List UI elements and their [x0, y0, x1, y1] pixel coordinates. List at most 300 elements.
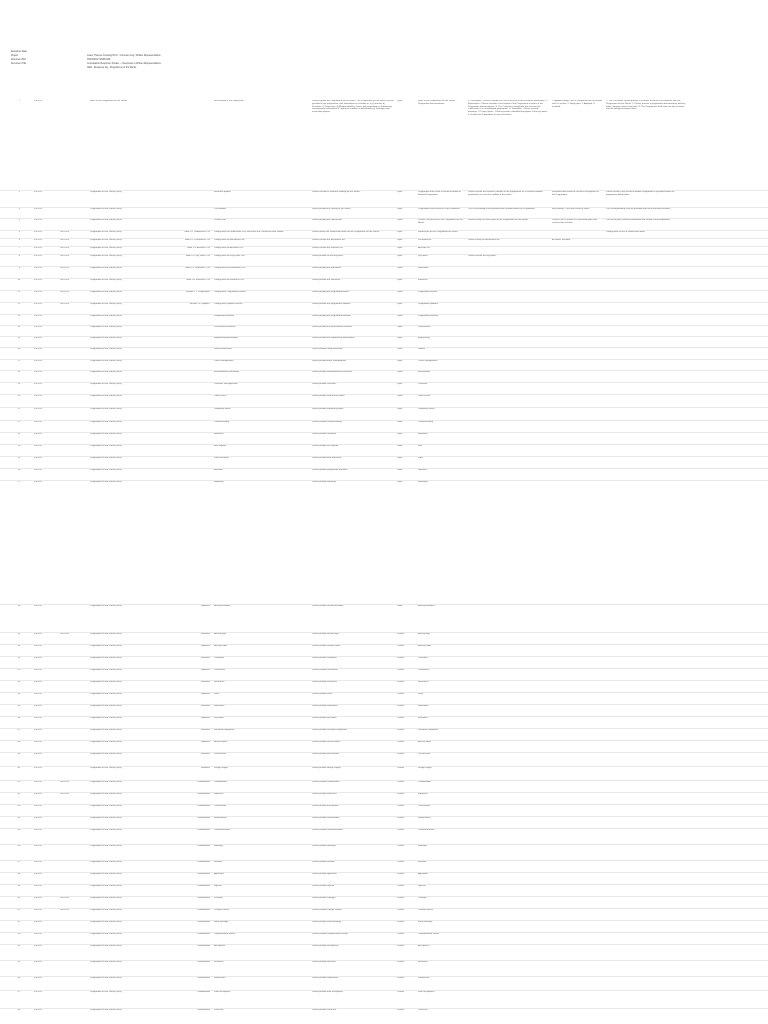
status-cell: Closed	[397, 921, 404, 923]
raised-date: Jul 2022	[34, 337, 43, 339]
header-value: TR010032 / EN010118	[87, 59, 111, 61]
status-cell: Open	[397, 457, 403, 459]
comment-text: Please provide the costing of the Works.	[312, 208, 352, 210]
status-cell: Open	[397, 303, 403, 305]
row-number: 58	[17, 1009, 20, 1011]
status-cell: Open	[397, 239, 403, 241]
topic-cell: Activities list	[418, 247, 430, 249]
table-row	[0, 246, 768, 247]
response-text: Please clarify the critical path in the Programme for the Works.	[468, 219, 529, 221]
document-reference: Programme for the Works (RFW)	[90, 633, 123, 635]
item-description: Environmental constraints	[214, 371, 240, 373]
item-reference: Table 2-1 'Submission' List	[184, 231, 210, 233]
table-row	[0, 896, 768, 897]
topic-cell: Programme baseline	[418, 315, 439, 317]
row-number: 36	[17, 717, 20, 719]
note-text: The costing/funding shall be provided with the associated activities.	[606, 208, 672, 210]
raised-date: Jul 2022	[34, 645, 43, 647]
raised-date: Jul 2022	[34, 239, 43, 241]
response-text: Please include the resource element in the programme as a resource-loaded programme to cover the staffing of the works.	[468, 191, 543, 196]
topic-cell: Communications	[418, 829, 435, 831]
comment-text: Please provide traffic management.	[312, 360, 347, 362]
table-row	[0, 266, 768, 267]
topic-cell: Collaboration	[418, 781, 431, 783]
raised-date: Jul 2022	[34, 633, 43, 635]
raised-date: Jul 2022	[34, 669, 43, 671]
table-row	[0, 359, 768, 360]
topic-cell: Constraints	[418, 669, 430, 671]
status-cell: Closed	[397, 645, 404, 647]
table-row	[0, 218, 768, 224]
comment-text: Please provide the milestones.	[312, 267, 342, 269]
item-reference: Section 2.8 'Updates'	[189, 303, 210, 305]
status-cell: Closed	[397, 885, 404, 887]
item-description: Communications	[214, 829, 231, 831]
topic-cell: Reviews	[418, 861, 427, 863]
document-reference: Programme for the Works (RFW)	[90, 326, 123, 328]
row-number: 29	[17, 633, 20, 635]
topic-cell: Document list	[418, 239, 432, 241]
row-number: 4	[18, 219, 20, 221]
topic-cell: Sectional completion	[418, 729, 439, 731]
table-row	[0, 407, 768, 408]
comment-text: Please provide sign-off.	[312, 885, 335, 887]
document-reference: Programme for the Works (RFW)	[90, 933, 123, 935]
topic-cell: Interfaces	[418, 279, 428, 281]
topic-cell: Calendars	[418, 657, 428, 659]
comment-text: Please provide acceptance.	[312, 945, 339, 947]
comment-text: Please provide final acceptance.	[312, 991, 344, 993]
table-row	[0, 254, 768, 255]
comment-text: Please provide key dates.	[312, 717, 338, 719]
comment-text: Please provide compensation events.	[312, 933, 349, 935]
item-reference: Activities	[201, 767, 210, 769]
topic-cell: Land access	[418, 395, 431, 397]
topic-cell: Activity codes	[418, 645, 432, 647]
closed-date: Jan 2023	[60, 793, 70, 795]
table-row	[0, 766, 768, 767]
document-reference: Programme for the Works (RFW)	[90, 645, 123, 647]
comment-text: Please provide programme narrative.	[312, 469, 348, 471]
status-cell: Closed	[397, 861, 404, 863]
item-description: Reviews	[214, 861, 223, 863]
status-cell: Closed	[397, 741, 404, 743]
status-cell: Closed	[397, 705, 404, 707]
row-number: 50	[17, 897, 20, 899]
raised-date: Jul 2022	[34, 100, 43, 102]
row-number: 33	[17, 681, 20, 683]
status-cell: Closed	[397, 873, 404, 875]
status-cell: Open	[397, 208, 403, 210]
comment-text: Please provide stakeholders.	[312, 817, 341, 819]
header-row	[11, 66, 287, 70]
item-description: Access dates	[214, 741, 228, 743]
item-reference: Activities	[201, 741, 210, 743]
topic-cell: Close-out	[418, 1009, 428, 1011]
raised-date: Jul 2022	[34, 977, 43, 979]
status-cell: Open	[397, 231, 403, 233]
response-text: 1. Description - Please consider the use of Resource and Schedule information. 2. Explanation - Please consider a description of the Programme of works in the Programme documentation. 3. The Contractor should take into account the submission of a consolidated programme. 4. Timetables - Please provide durations. 5. Project plans - Please provide a detailed description of the key dates. 6. Include the Programme of critical activities.	[468, 100, 548, 116]
closed-date: Jan 2023	[60, 909, 70, 911]
raised-date: Jul 2022	[34, 717, 43, 719]
document-reference: Programme for the Works (RFW)	[90, 219, 123, 221]
status-cell: Open	[397, 219, 403, 221]
document-reference: Items of the Programme for the Works	[90, 100, 128, 102]
item-reference: Activities	[201, 753, 210, 755]
row-number: 17	[17, 360, 20, 362]
document-reference: Programme for the Works (RFW)	[90, 231, 123, 233]
raised-date: Jul 2022	[34, 291, 43, 293]
item-reference: Table 2-5 'Milestones' List	[185, 267, 210, 269]
raised-date: Jul 2022	[34, 408, 43, 410]
item-description: Engineering deliverables	[214, 337, 238, 339]
table-row	[0, 844, 768, 845]
row-number: 51	[17, 909, 20, 911]
comment-text: Please explain the Programme for the Works. The Programme for the works shall be provided in the programme, with information as included in: a) Questions b) Durations c) Timeframes d) Responsible/Key Dates and programme e) Submission of programme information f) Linking of activities to deliverables g) Packages and associated phases	[312, 100, 394, 114]
raised-date: Jul 2022	[34, 326, 43, 328]
table-row	[0, 656, 768, 657]
status-cell: Open	[397, 279, 403, 281]
item-description: Comply with the Key Dates List.	[214, 255, 245, 257]
item-description: Calendars	[214, 657, 224, 659]
table-row	[0, 207, 768, 208]
item-description: Comply with Updates section.	[214, 303, 243, 305]
item-reference: Collaboration	[197, 873, 210, 875]
status-cell: Open	[397, 348, 403, 350]
item-reference: Collaboration	[197, 991, 210, 993]
closed-date: Jan 2023	[60, 781, 70, 783]
document-reference: Programme for the Works (RFW)	[90, 191, 123, 193]
item-description: Approvals	[214, 873, 224, 875]
raised-date: Jul 2022	[34, 247, 43, 249]
raised-date: Jul 2022	[34, 315, 43, 317]
comment-text: Please provide the programme baseline.	[312, 315, 352, 317]
row-number: 48	[17, 873, 20, 875]
closed-date: Jan 2023	[60, 239, 70, 241]
row-number: 27	[17, 481, 20, 483]
comment-text: Please provide commissioning.	[312, 421, 343, 423]
topic-cell: Activity logic	[418, 633, 431, 635]
comment-text: Please provide WBS.	[312, 693, 333, 695]
raised-date: Jul 2022	[34, 817, 43, 819]
topic-cell: Early warnings	[418, 921, 433, 923]
topic-cell: Changes	[418, 897, 427, 899]
topic-cell: WBS	[418, 693, 423, 695]
document-reference: Programme for the Works (RFW)	[90, 348, 123, 350]
closed-date: Jan 2023	[60, 291, 70, 293]
row-number: 5	[18, 231, 20, 233]
row-number: 23	[17, 433, 20, 435]
document-reference: Programme for the Works (RFW)	[90, 805, 123, 807]
item-description: Float allocation	[214, 457, 229, 459]
status-cell: Closed	[397, 845, 404, 847]
comment-text: Please provide land access dates.	[312, 395, 346, 397]
document-reference: Programme for the Works (RFW)	[90, 991, 123, 993]
comment-text: Please provide temporary works.	[312, 408, 344, 410]
comment-text: Please provide environmental constraints.	[312, 371, 353, 373]
table-row	[0, 314, 768, 315]
item-description: Sectional completion	[214, 729, 235, 731]
comment-text: Please provide calendars.	[312, 657, 338, 659]
table-row	[0, 704, 768, 705]
document-reference: Programme for the Works (RFW)	[90, 421, 123, 423]
document-reference: Programme for the Works (RFW)	[90, 681, 123, 683]
item-description: Stakeholders	[214, 817, 227, 819]
topic-cell: Key dates	[418, 255, 428, 257]
comment-text: Please provide the engineering deliverables.	[312, 337, 356, 339]
document-header	[11, 50, 287, 70]
status-cell: Open	[397, 326, 403, 328]
note-text: The critical path should be identified and shown in the programme.	[606, 219, 671, 221]
table-row	[0, 230, 768, 231]
row-number: 2	[18, 191, 20, 193]
row-number: 43	[17, 805, 20, 807]
status-cell: Closed	[397, 977, 404, 979]
item-description: Activity codes	[214, 645, 228, 647]
raised-date: Jul 2022	[34, 457, 43, 459]
action-text: 1. Adopted Stage Plan to comprehensive to provide and / to review; 2. Stage plan; 3. Adopted; 4. Included	[552, 100, 602, 108]
header-key: Document Title	[11, 63, 27, 65]
document-reference: Programme for the Works (RFW)	[90, 247, 123, 249]
topic-cell: Compensation events	[418, 933, 440, 935]
item-reference: Collaboration	[197, 909, 210, 911]
row-number: 34	[17, 693, 20, 695]
table-row	[0, 976, 768, 977]
raised-date: Jul 2022	[34, 371, 43, 373]
comment-text: Please provide consents.	[312, 383, 337, 385]
header-value: Lower Thames Crossing DCO - Comment Log / Written Representations	[87, 55, 161, 57]
raised-date: Jul 2022	[34, 303, 43, 305]
raised-date: Jul 2022	[34, 693, 43, 695]
item-description: Narrative	[214, 469, 223, 471]
table-row	[0, 370, 768, 371]
topic-cell: Handover	[418, 433, 428, 435]
comment-text: Please provide early warnings.	[312, 921, 342, 923]
document-reference: Programme for the Works (RFW)	[90, 669, 123, 671]
raised-date: Jul 2022	[34, 991, 43, 993]
comment-text: Please provide access dates.	[312, 741, 341, 743]
comment-text: Please provide float allocation.	[312, 457, 342, 459]
item-description: Comply with the Interfaces List.	[214, 279, 245, 281]
raised-date: Jul 2022	[34, 208, 43, 210]
item-description: Comply with the Submission List, with items the Contractor must submit.	[214, 231, 284, 233]
status-cell: Open	[397, 360, 403, 362]
document-reference: Programme for the Works (RFW)	[90, 395, 123, 397]
comment-text: Please provide activity durations.	[312, 605, 344, 607]
comment-text: Please provide revisions.	[312, 961, 337, 963]
item-reference: Collaboration	[197, 961, 210, 963]
item-reference: Activities	[201, 605, 210, 607]
topic-cell: Critical Path present in the Programme for the Works	[418, 219, 463, 224]
topic-cell: Meetings	[418, 845, 427, 847]
item-description: Key dates	[214, 717, 224, 719]
row-number: 6	[18, 239, 20, 241]
document-reference: Programme for the Works (RFW)	[90, 267, 123, 269]
item-description: WBS	[214, 693, 219, 695]
topic-cell: Commissioning	[418, 421, 433, 423]
row-number: 26	[17, 469, 20, 471]
raised-date: Jul 2022	[34, 433, 43, 435]
row-number: 13	[17, 315, 20, 317]
table-row	[0, 780, 768, 781]
document-reference: Programme for the Works (RFW)	[90, 693, 123, 695]
document-reference: Programme for the Works (RFW)	[90, 469, 123, 471]
row-number: 49	[17, 885, 20, 887]
topic-cell: Programme must have a resource-loaded or detailed Programme	[418, 191, 461, 196]
item-reference: Collaboration	[197, 885, 210, 887]
comment-text: Please provide activity codes.	[312, 645, 341, 647]
document-reference: Programme for the Works (RFW)	[90, 817, 123, 819]
item-description: Interfaces	[214, 793, 224, 795]
table-row	[0, 278, 768, 279]
raised-date: Jul 2022	[34, 360, 43, 362]
row-number: 22	[17, 421, 20, 423]
table-row	[0, 480, 768, 481]
row-number: 39	[17, 753, 20, 755]
comment-text: Please provide constraints.	[312, 669, 339, 671]
row-number: 31	[17, 657, 20, 659]
status-cell: Open	[397, 481, 403, 483]
comment-text: Please provide possessions.	[312, 753, 340, 755]
action-text: Critical Path is shown as a total float path from construction activities.	[552, 219, 597, 224]
item-description: Commissioning	[214, 421, 229, 423]
raised-date: Jul 2022	[34, 255, 43, 257]
row-number: 41	[17, 781, 20, 783]
topic-cell: Programme and resources to be combined	[418, 208, 460, 210]
status-cell: Closed	[397, 817, 404, 819]
comment-text: Please provide resources.	[312, 681, 338, 683]
topic-cell: Interfaces	[418, 793, 428, 795]
raised-date: Jul 2022	[34, 421, 43, 423]
table-row	[0, 680, 768, 681]
item-description: Comply with the documents list.	[214, 239, 245, 241]
row-number: 11	[17, 291, 20, 293]
topic-cell: Activity durations	[418, 605, 435, 607]
header-key	[11, 66, 87, 70]
row-number: 54	[17, 945, 20, 947]
document-reference: Programme for the Works (RFW)	[90, 767, 123, 769]
item-reference: Collaboration	[197, 897, 210, 899]
row-number: 53	[17, 933, 20, 935]
topic-cell: Key dates	[418, 717, 428, 719]
row-number: 52	[17, 921, 20, 923]
topic-cell: Items of the Programme for the Works - Programme documentation	[418, 100, 457, 105]
item-reference: Activities	[201, 705, 210, 707]
note-text: Comply with the list of submission items.	[606, 231, 646, 233]
item-description: Handover	[214, 433, 224, 435]
item-reference: Collaboration	[197, 945, 210, 947]
document-reference: Programme for the Works (RFW)	[90, 303, 123, 305]
comment-text: Please provide the critical path.	[312, 219, 343, 221]
row-number: 25	[17, 457, 20, 459]
status-cell: Closed	[397, 693, 404, 695]
topic-cell: Narrative	[418, 469, 427, 471]
item-description: Traffic management	[214, 360, 234, 362]
item-reference: Section 2.7 'Programme'	[186, 291, 210, 293]
comment-text: Please provide communications.	[312, 829, 344, 831]
status-cell: Open	[397, 383, 403, 385]
document-reference: Programme for the Works (RFW)	[90, 605, 123, 607]
table-row	[0, 644, 768, 645]
row-number: 35	[17, 705, 20, 707]
table-row	[0, 347, 768, 348]
header-key: Response Date	[11, 51, 27, 53]
table-row	[0, 960, 768, 961]
raised-date: Jul 2022	[34, 267, 43, 269]
status-cell: Open	[397, 100, 403, 102]
raised-date: Jul 2022	[34, 445, 43, 447]
row-number: 28	[17, 605, 20, 607]
item-reference: Collaboration	[197, 1009, 210, 1011]
item-description: Third parties	[214, 805, 227, 807]
item-reference: Collaboration	[197, 781, 210, 783]
raised-date: Jul 2022	[34, 1009, 43, 1011]
comment-text: Please provide risk register.	[312, 445, 339, 447]
raised-date: Jul 2022	[34, 961, 43, 963]
document-reference: Programme for the Works (RFW)	[90, 239, 123, 241]
row-number: 12	[17, 303, 20, 305]
raised-date: Jul 2022	[34, 933, 43, 935]
row-number: 20	[17, 395, 20, 397]
topic-cell: Sign-off	[418, 885, 426, 887]
row-number: 10	[17, 279, 20, 281]
row-number: 3	[18, 208, 20, 210]
document-reference: Programme for the Works (RFW)	[90, 255, 123, 257]
item-description: Resources	[214, 681, 225, 683]
item-description: Change control	[214, 909, 229, 911]
comment-text: Please provide the programme updates.	[312, 303, 351, 305]
topic-cell: Resources	[418, 681, 429, 683]
item-description: Constraints	[214, 669, 226, 671]
raised-date: Jul 2022	[34, 279, 43, 281]
row-number: 30	[17, 645, 20, 647]
item-description: Changes	[214, 897, 223, 899]
topic-cell: Temporary works	[418, 408, 435, 410]
document-reference: Programme for the Works (RFW)	[90, 861, 123, 863]
closed-date: Jan 2023	[60, 231, 70, 233]
item-reference: Collaboration	[197, 933, 210, 935]
header-key: Project	[11, 55, 19, 57]
status-cell: Open	[397, 433, 403, 435]
row-number: 38	[17, 741, 20, 743]
raised-date: Jul 2022	[34, 348, 43, 350]
raised-date: Jul 2022	[34, 657, 43, 659]
item-reference: Activities	[201, 633, 210, 635]
topic-cell: Approvals	[418, 873, 428, 875]
raised-date: Jul 2022	[34, 873, 43, 875]
status-cell: Open	[397, 267, 403, 269]
table-row	[0, 692, 768, 693]
item-description: Reporting	[214, 481, 224, 483]
item-description: Early warnings	[214, 921, 229, 923]
topic-cell: Programme updates	[418, 303, 438, 305]
item-description: Acceptance	[214, 945, 226, 947]
raised-date: Jul 2022	[34, 705, 43, 707]
table-row	[0, 336, 768, 337]
item-description: Comply with the Milestones List.	[214, 267, 246, 269]
comment-text: Please provide change control.	[312, 909, 343, 911]
item-description: Temporary works	[214, 408, 231, 410]
status-cell: Open	[397, 255, 403, 257]
table-row	[0, 290, 768, 291]
item-description: Programme baseline	[214, 315, 235, 317]
row-number: 44	[17, 817, 20, 819]
item-description: Comply with Programme section.	[214, 291, 247, 293]
status-cell: Closed	[397, 961, 404, 963]
item-reference: Activities	[201, 693, 210, 695]
status-cell: Closed	[397, 793, 404, 795]
table-row	[0, 860, 768, 861]
